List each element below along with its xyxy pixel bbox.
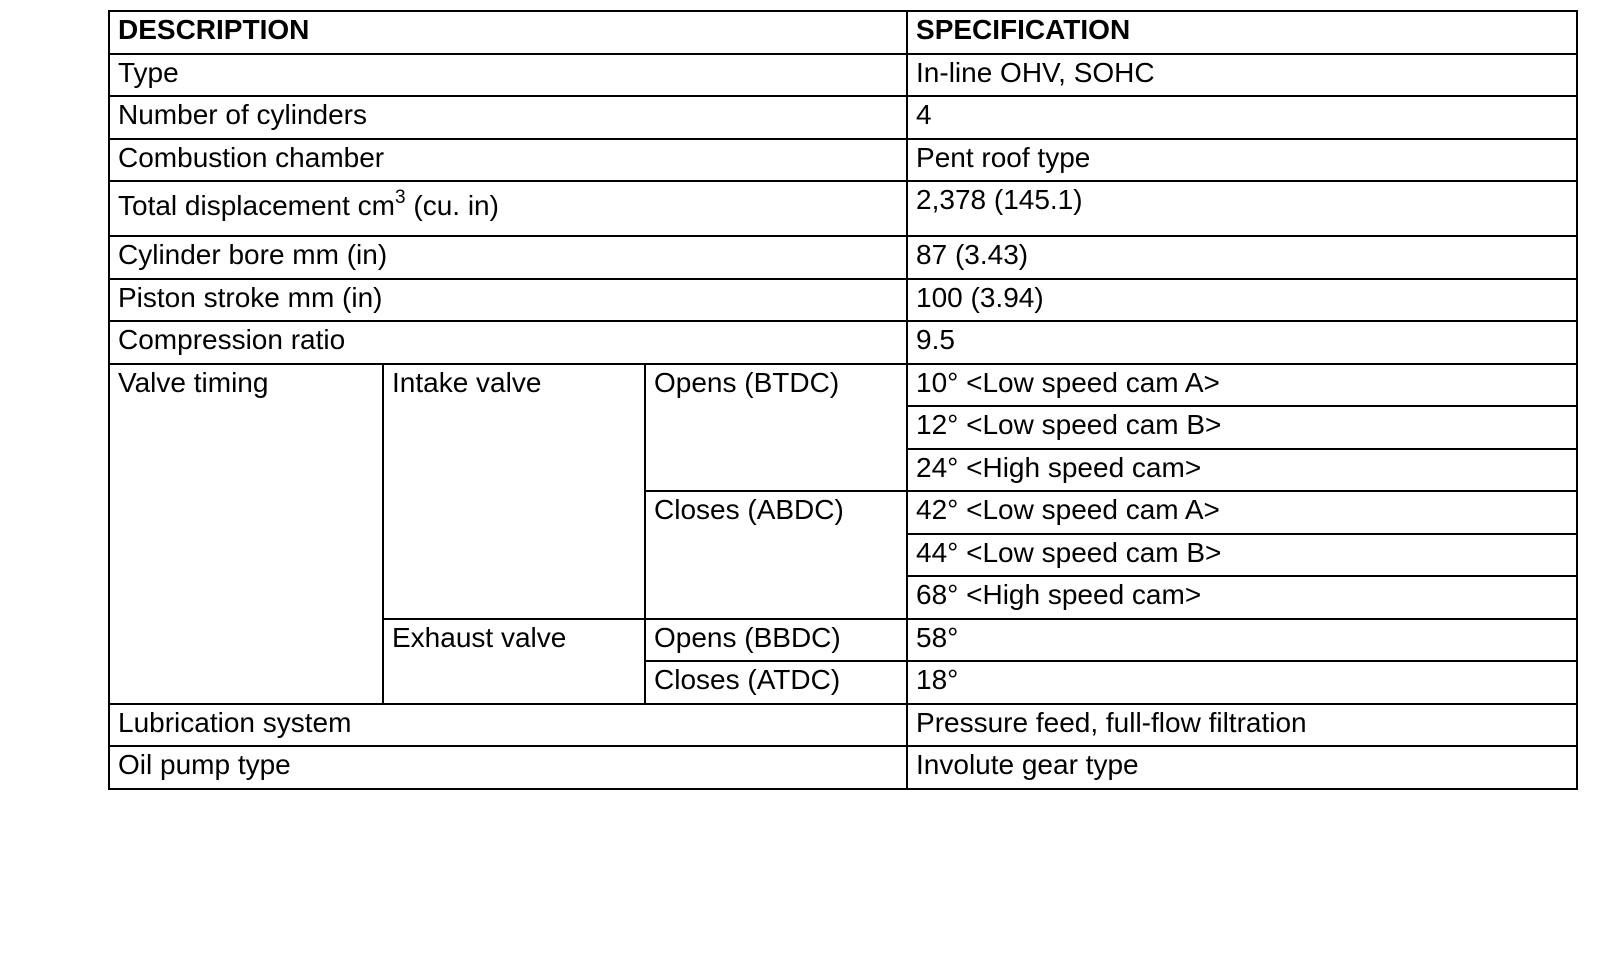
intake-valve-label: Intake valve: [383, 364, 645, 619]
table-row: [109, 236, 1577, 279]
intake-closes-value: 42° <Low speed cam A>: [907, 491, 1577, 534]
combustion-value: Pent roof type: [907, 139, 1577, 182]
header-row: [109, 11, 1577, 54]
displacement-value: 2,378 (145.1): [907, 181, 1577, 236]
intake-opens-value: 24° <High speed cam>: [907, 449, 1577, 492]
table-row: [109, 321, 1577, 364]
displacement-label: [109, 181, 907, 236]
oil-pump-label: Oil pump type: [109, 746, 907, 789]
type-label: Type: [109, 54, 907, 97]
exhaust-opens-value: 58°: [907, 619, 1577, 662]
table-row: [109, 279, 1577, 322]
compression-label: Compression ratio: [109, 321, 907, 364]
stroke-label: Piston stroke mm (in): [109, 279, 907, 322]
intake-opens-value: 12° <Low speed cam B>: [907, 406, 1577, 449]
exhaust-opens-label: Opens (BBDC): [645, 619, 907, 662]
lubrication-label: Lubrication system: [109, 704, 907, 747]
description-header: DESCRIPTION: [109, 11, 907, 54]
specification-header: SPECIFICATION: [907, 11, 1577, 54]
intake-closes-value: 44° <Low speed cam B>: [907, 534, 1577, 577]
bore-value: 87 (3.43): [907, 236, 1577, 279]
intake-closes-label: Closes (ABDC): [645, 491, 907, 619]
displacement-label-text: Total displacement cm: [118, 190, 396, 221]
intake-closes-value: 68° <High speed cam>: [907, 576, 1577, 619]
intake-opens-value: 10° <Low speed cam A>: [907, 364, 1577, 407]
exhaust-closes-label: Closes (ATDC): [645, 661, 907, 704]
table-row: [109, 96, 1577, 139]
combustion-label: Combustion chamber: [109, 139, 907, 182]
table-row: [109, 704, 1577, 747]
table-row: [109, 746, 1577, 789]
table-row: [109, 364, 1577, 407]
engine-spec-table: [108, 10, 1578, 790]
oil-pump-value: Involute gear type: [907, 746, 1577, 789]
compression-value: 9.5: [907, 321, 1577, 364]
type-value: In-line OHV, SOHC: [907, 54, 1577, 97]
exhaust-closes-value: 18°: [907, 661, 1577, 704]
bore-label: Cylinder bore mm (in): [109, 236, 907, 279]
table-row: [109, 181, 1577, 236]
displacement-label-unit: (cu. in): [405, 190, 499, 221]
exhaust-valve-label: Exhaust valve: [383, 619, 645, 704]
table-row: [109, 139, 1577, 182]
table-row: [109, 54, 1577, 97]
stroke-value: 100 (3.94): [907, 279, 1577, 322]
intake-opens-label: Opens (BTDC): [645, 364, 907, 492]
lubrication-value: Pressure feed, full-flow filtration: [907, 704, 1577, 747]
cylinders-label: Number of cylinders: [109, 96, 907, 139]
displacement-label-superscript: 3: [395, 187, 406, 208]
valve-timing-label: Valve timing: [109, 364, 383, 704]
cylinders-value: 4: [907, 96, 1577, 139]
